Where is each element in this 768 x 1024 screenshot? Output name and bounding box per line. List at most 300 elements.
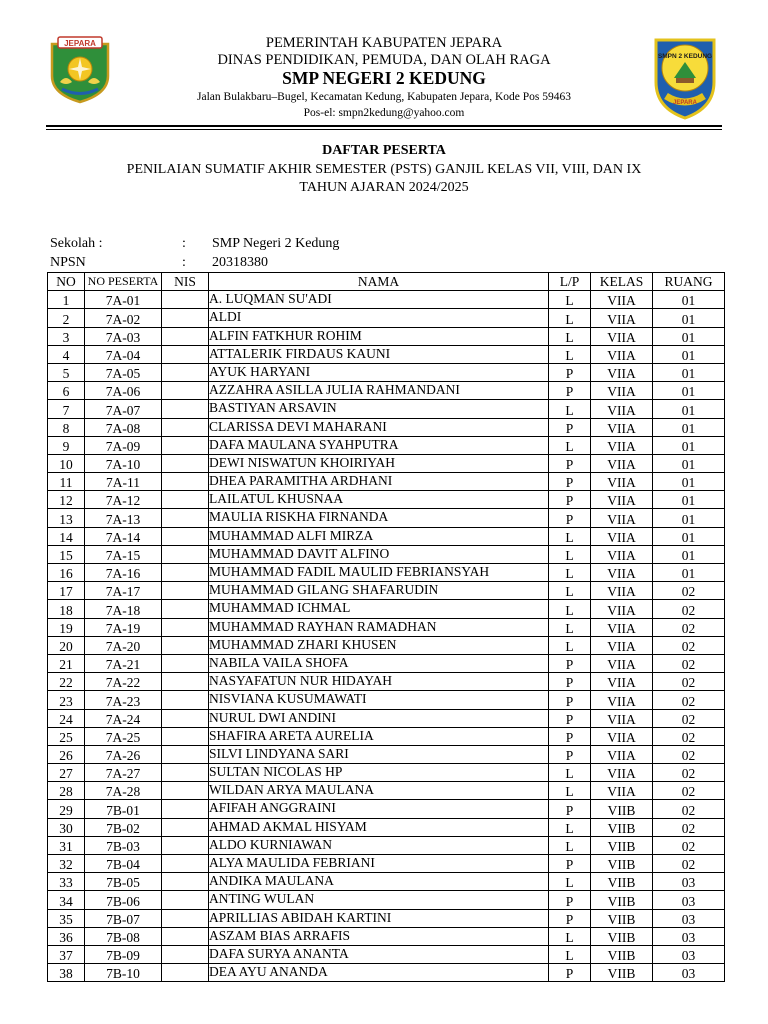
cell-nis	[162, 582, 209, 600]
participant-table	[47, 272, 725, 982]
cell-participant-number: 7A-19	[85, 618, 162, 636]
cell-class: VIIA	[591, 291, 653, 309]
cell-nis	[162, 636, 209, 654]
cell-name: WILDAN ARYA MAULANA	[209, 782, 549, 800]
cell-participant-number: 7A-12	[85, 491, 162, 509]
cell-class: VIIB	[591, 909, 653, 927]
cell-participant-number: 7A-18	[85, 600, 162, 618]
school-colon: :	[182, 236, 186, 251]
table-row	[48, 818, 725, 836]
cell-participant-number: 7A-03	[85, 327, 162, 345]
cell-gender: P	[549, 709, 591, 727]
cell-class: VIIA	[591, 509, 653, 527]
cell-room: 02	[653, 855, 725, 873]
cell-participant-number: 7A-04	[85, 345, 162, 363]
cell-name: SULTAN NICOLAS HP	[209, 764, 549, 782]
academic-year: TAHUN AJARAN 2024/2025	[299, 180, 469, 195]
cell-room: 01	[653, 345, 725, 363]
cell-nis	[162, 309, 209, 327]
cell-class: VIIB	[591, 873, 653, 891]
cell-name: DHEA PARAMITHA ARDHANI	[209, 473, 549, 491]
cell-class: VIIA	[591, 709, 653, 727]
cell-nis	[162, 600, 209, 618]
cell-no: 6	[48, 382, 85, 400]
cell-no: 31	[48, 836, 85, 854]
cell-class: VIIA	[591, 636, 653, 654]
cell-class: VIIA	[591, 600, 653, 618]
cell-nis	[162, 909, 209, 927]
cell-nis	[162, 545, 209, 563]
table-row	[48, 509, 725, 527]
cell-participant-number: 7A-21	[85, 654, 162, 672]
cell-name: AYUK HARYANI	[209, 363, 549, 381]
cell-no: 4	[48, 345, 85, 363]
cell-name: AFIFAH ANGGRAINI	[209, 800, 549, 818]
cell-name: ALYA MAULIDA FEBRIANI	[209, 855, 549, 873]
column-header-name: NAMA	[209, 273, 549, 291]
cell-no: 15	[48, 545, 85, 563]
cell-participant-number: 7B-01	[85, 800, 162, 818]
cell-room: 03	[653, 927, 725, 945]
cell-name: ALDO KURNIAWAN	[209, 836, 549, 854]
cell-class: VIIB	[591, 836, 653, 854]
table-row	[48, 582, 725, 600]
cell-participant-number: 7B-06	[85, 891, 162, 909]
cell-no: 1	[48, 291, 85, 309]
table-body	[48, 291, 725, 982]
cell-room: 02	[653, 727, 725, 745]
cell-name: NURUL DWI ANDINI	[209, 709, 549, 727]
table-row	[48, 764, 725, 782]
cell-name: MUHAMMAD ALFI MIRZA	[209, 527, 549, 545]
cell-participant-number: 7B-10	[85, 964, 162, 982]
cell-room: 01	[653, 545, 725, 563]
school-logo-city: JEPARA	[673, 100, 697, 106]
cell-nis	[162, 363, 209, 381]
column-header-participant-number: NO PESERTA	[85, 273, 162, 291]
cell-no: 25	[48, 727, 85, 745]
cell-gender: L	[549, 345, 591, 363]
cell-no: 33	[48, 873, 85, 891]
header-government-line: PEMERINTAH KABUPATEN JEPARA	[265, 35, 503, 51]
header-divider-thin	[46, 129, 722, 130]
jepara-regency-logo-icon	[46, 34, 114, 104]
cell-name: A. LUQMAN SU'ADI	[209, 291, 549, 309]
cell-class: VIIA	[591, 309, 653, 327]
cell-participant-number: 7A-28	[85, 782, 162, 800]
cell-class: VIIA	[591, 654, 653, 672]
cell-nis	[162, 382, 209, 400]
cell-nis	[162, 873, 209, 891]
cell-room: 03	[653, 945, 725, 963]
cell-gender: P	[549, 473, 591, 491]
cell-no: 9	[48, 436, 85, 454]
cell-room: 02	[653, 709, 725, 727]
table-row	[48, 418, 725, 436]
cell-participant-number: 7A-15	[85, 545, 162, 563]
cell-no: 11	[48, 473, 85, 491]
cell-gender: P	[549, 691, 591, 709]
cell-class: VIIA	[591, 473, 653, 491]
header-divider-thick	[46, 125, 722, 127]
header-school-name: SMP NEGERI 2 KEDUNG	[282, 68, 486, 88]
cell-class: VIIA	[591, 727, 653, 745]
cell-room: 01	[653, 436, 725, 454]
cell-no: 12	[48, 491, 85, 509]
cell-room: 02	[653, 745, 725, 763]
cell-name: CLARISSA DEVI MAHARANI	[209, 418, 549, 436]
cell-class: VIIA	[591, 691, 653, 709]
cell-participant-number: 7A-26	[85, 745, 162, 763]
cell-gender: L	[549, 764, 591, 782]
table-row	[48, 491, 725, 509]
cell-gender: L	[549, 782, 591, 800]
cell-no: 8	[48, 418, 85, 436]
cell-participant-number: 7A-09	[85, 436, 162, 454]
cell-room: 02	[653, 673, 725, 691]
cell-class: VIIA	[591, 345, 653, 363]
cell-class: VIIA	[591, 564, 653, 582]
table-row	[48, 891, 725, 909]
cell-nis	[162, 745, 209, 763]
cell-nis	[162, 473, 209, 491]
cell-room: 01	[653, 363, 725, 381]
cell-gender: L	[549, 545, 591, 563]
cell-participant-number: 7A-23	[85, 691, 162, 709]
cell-gender: L	[549, 636, 591, 654]
cell-room: 02	[653, 618, 725, 636]
cell-room: 01	[653, 400, 725, 418]
cell-gender: P	[549, 382, 591, 400]
column-header-gender: L/P	[549, 273, 591, 291]
cell-name: NASYAFATUN NUR HIDAYAH	[209, 673, 549, 691]
cell-no: 7	[48, 400, 85, 418]
table-row	[48, 836, 725, 854]
cell-name: ALDI	[209, 309, 549, 327]
cell-gender: L	[549, 564, 591, 582]
cell-participant-number: 7B-07	[85, 909, 162, 927]
table-row	[48, 436, 725, 454]
cell-gender: P	[549, 727, 591, 745]
cell-class: VIIB	[591, 855, 653, 873]
cell-gender: L	[549, 582, 591, 600]
cell-participant-number: 7A-20	[85, 636, 162, 654]
cell-name: ANTING WULAN	[209, 891, 549, 909]
cell-room: 02	[653, 836, 725, 854]
cell-name: MUHAMMAD ICHMAL	[209, 600, 549, 618]
npsn-value: 20318380	[212, 255, 268, 270]
cell-class: VIIA	[591, 764, 653, 782]
cell-nis	[162, 400, 209, 418]
cell-room: 01	[653, 309, 725, 327]
cell-nis	[162, 945, 209, 963]
cell-no: 18	[48, 600, 85, 618]
cell-name: MUHAMMAD GILANG SHAFARUDIN	[209, 582, 549, 600]
cell-name: NABILA VAILA SHOFA	[209, 654, 549, 672]
table-row	[48, 564, 725, 582]
npsn-colon: :	[182, 255, 186, 270]
cell-room: 02	[653, 600, 725, 618]
cell-nis	[162, 454, 209, 472]
cell-participant-number: 7A-16	[85, 564, 162, 582]
cell-class: VIIB	[591, 964, 653, 982]
table-row	[48, 727, 725, 745]
table-row	[48, 800, 725, 818]
cell-gender: L	[549, 400, 591, 418]
school-logo-label: SMPN 2 KEDUNG	[657, 53, 713, 60]
cell-gender: L	[549, 600, 591, 618]
cell-nis	[162, 618, 209, 636]
cell-room: 02	[653, 654, 725, 672]
cell-nis	[162, 527, 209, 545]
cell-participant-number: 7B-02	[85, 818, 162, 836]
cell-class: VIIA	[591, 400, 653, 418]
jepara-logo-label: JEPARA	[64, 39, 96, 48]
column-header-class: KELAS	[591, 273, 653, 291]
cell-class: VIIA	[591, 454, 653, 472]
cell-no: 27	[48, 764, 85, 782]
table-row	[48, 527, 725, 545]
cell-gender: P	[549, 454, 591, 472]
cell-room: 01	[653, 418, 725, 436]
cell-nis	[162, 491, 209, 509]
cell-room: 02	[653, 782, 725, 800]
cell-participant-number: 7A-08	[85, 418, 162, 436]
cell-no: 3	[48, 327, 85, 345]
cell-class: VIIB	[591, 818, 653, 836]
cell-class: VIIA	[591, 745, 653, 763]
cell-participant-number: 7B-03	[85, 836, 162, 854]
cell-class: VIIB	[591, 800, 653, 818]
cell-no: 14	[48, 527, 85, 545]
cell-room: 02	[653, 764, 725, 782]
document-title: DAFTAR PESERTA	[322, 143, 446, 158]
cell-no: 13	[48, 509, 85, 527]
cell-gender: P	[549, 654, 591, 672]
cell-no: 38	[48, 964, 85, 982]
cell-participant-number: 7A-14	[85, 527, 162, 545]
cell-nis	[162, 836, 209, 854]
table-row	[48, 909, 725, 927]
cell-room: 01	[653, 473, 725, 491]
cell-gender: P	[549, 418, 591, 436]
header-department-line: DINAS PENDIDIKAN, PEMUDA, DAN OLAH RAGA	[217, 52, 551, 68]
cell-gender: P	[549, 491, 591, 509]
cell-no: 36	[48, 927, 85, 945]
cell-class: VIIA	[591, 673, 653, 691]
cell-room: 02	[653, 582, 725, 600]
cell-name: ANDIKA MAULANA	[209, 873, 549, 891]
cell-name: DAFA MAULANA SYAHPUTRA	[209, 436, 549, 454]
cell-name: ALFIN FATKHUR ROHIM	[209, 327, 549, 345]
cell-nis	[162, 891, 209, 909]
cell-no: 19	[48, 618, 85, 636]
cell-no: 28	[48, 782, 85, 800]
school-logo-icon	[652, 34, 718, 120]
cell-name: MUHAMMAD DAVIT ALFINO	[209, 545, 549, 563]
cell-class: VIIA	[591, 436, 653, 454]
cell-nis	[162, 855, 209, 873]
table-row	[48, 327, 725, 345]
cell-nis	[162, 673, 209, 691]
cell-room: 01	[653, 327, 725, 345]
cell-name: DEA AYU ANANDA	[209, 964, 549, 982]
table-row	[48, 745, 725, 763]
table-row	[48, 363, 725, 381]
cell-nis	[162, 709, 209, 727]
cell-class: VIIA	[591, 582, 653, 600]
table-row	[48, 927, 725, 945]
cell-nis	[162, 345, 209, 363]
cell-name: SHAFIRA ARETA AURELIA	[209, 727, 549, 745]
cell-name: SILVI LINDYANA SARI	[209, 745, 549, 763]
cell-nis	[162, 964, 209, 982]
table-row	[48, 691, 725, 709]
cell-name: ASZAM BIAS ARRAFIS	[209, 927, 549, 945]
cell-gender: L	[549, 618, 591, 636]
cell-name: DEWI NISWATUN KHOIRIYAH	[209, 454, 549, 472]
cell-room: 03	[653, 873, 725, 891]
cell-participant-number: 7A-10	[85, 454, 162, 472]
cell-participant-number: 7B-08	[85, 927, 162, 945]
cell-name: DAFA SURYA ANANTA	[209, 945, 549, 963]
cell-name: NISVIANA KUSUMAWATI	[209, 691, 549, 709]
cell-gender: L	[549, 291, 591, 309]
school-value: SMP Negeri 2 Kedung	[212, 236, 340, 251]
cell-gender: P	[549, 673, 591, 691]
header-email: Pos-el: smpn2kedung@yahoo.com	[303, 107, 465, 119]
cell-no: 16	[48, 564, 85, 582]
cell-gender: P	[549, 363, 591, 381]
cell-gender: P	[549, 964, 591, 982]
cell-nis	[162, 927, 209, 945]
column-header-room: RUANG	[653, 273, 725, 291]
cell-participant-number: 7A-02	[85, 309, 162, 327]
cell-gender: L	[549, 327, 591, 345]
table-row	[48, 945, 725, 963]
cell-class: VIIB	[591, 891, 653, 909]
table-row	[48, 855, 725, 873]
cell-room: 01	[653, 564, 725, 582]
cell-gender: L	[549, 818, 591, 836]
cell-participant-number: 7A-17	[85, 582, 162, 600]
cell-room: 02	[653, 800, 725, 818]
table-row	[48, 636, 725, 654]
cell-gender: L	[549, 309, 591, 327]
cell-class: VIIA	[591, 382, 653, 400]
cell-name: MUHAMMAD RAYHAN RAMADHAN	[209, 618, 549, 636]
cell-room: 02	[653, 636, 725, 654]
table-row	[48, 382, 725, 400]
cell-participant-number: 7A-27	[85, 764, 162, 782]
cell-class: VIIB	[591, 927, 653, 945]
cell-participant-number: 7B-09	[85, 945, 162, 963]
cell-room: 03	[653, 909, 725, 927]
cell-no: 35	[48, 909, 85, 927]
table-row	[48, 964, 725, 982]
table-row	[48, 782, 725, 800]
cell-gender: L	[549, 527, 591, 545]
cell-participant-number: 7A-13	[85, 509, 162, 527]
cell-name: LAILATUL KHUSNAA	[209, 491, 549, 509]
cell-room: 01	[653, 382, 725, 400]
cell-room: 02	[653, 818, 725, 836]
cell-gender: P	[549, 891, 591, 909]
cell-no: 37	[48, 945, 85, 963]
cell-nis	[162, 654, 209, 672]
cell-room: 01	[653, 491, 725, 509]
cell-no: 21	[48, 654, 85, 672]
cell-class: VIIB	[591, 945, 653, 963]
cell-name: MUHAMMAD FADIL MAULID FEBRIANSYAH	[209, 564, 549, 582]
cell-name: MUHAMMAD ZHARI KHUSEN	[209, 636, 549, 654]
cell-gender: P	[549, 509, 591, 527]
cell-class: VIIA	[591, 327, 653, 345]
cell-nis	[162, 764, 209, 782]
cell-class: VIIA	[591, 782, 653, 800]
cell-room: 02	[653, 691, 725, 709]
cell-participant-number: 7A-01	[85, 291, 162, 309]
cell-no: 5	[48, 363, 85, 381]
cell-no: 10	[48, 454, 85, 472]
cell-no: 17	[48, 582, 85, 600]
cell-nis	[162, 691, 209, 709]
column-header-nis: NIS	[162, 273, 209, 291]
cell-name: AZZAHRA ASILLA JULIA RAHMANDANI	[209, 382, 549, 400]
cell-gender: L	[549, 945, 591, 963]
cell-room: 01	[653, 291, 725, 309]
cell-participant-number: 7B-04	[85, 855, 162, 873]
cell-gender: P	[549, 800, 591, 818]
table-row	[48, 709, 725, 727]
table-row	[48, 291, 725, 309]
cell-participant-number: 7A-06	[85, 382, 162, 400]
cell-participant-number: 7A-25	[85, 727, 162, 745]
cell-gender: L	[549, 873, 591, 891]
cell-no: 20	[48, 636, 85, 654]
cell-name: BASTIYAN ARSAVIN	[209, 400, 549, 418]
cell-class: VIIA	[591, 363, 653, 381]
header-address: Jalan Bulakbaru–Bugel, Kecamatan Kedung, Kabupaten Jepara, Kode Pos 59463	[197, 91, 571, 103]
cell-participant-number: 7A-05	[85, 363, 162, 381]
table-row	[48, 345, 725, 363]
cell-no: 24	[48, 709, 85, 727]
cell-nis	[162, 800, 209, 818]
npsn-label: NPSN	[50, 255, 86, 270]
cell-nis	[162, 327, 209, 345]
cell-no: 32	[48, 855, 85, 873]
table-row	[48, 873, 725, 891]
cell-class: VIIA	[591, 618, 653, 636]
cell-room: 03	[653, 964, 725, 982]
cell-name: MAULIA RISKHA FIRNANDA	[209, 509, 549, 527]
table-row	[48, 400, 725, 418]
cell-participant-number: 7A-07	[85, 400, 162, 418]
cell-gender: L	[549, 436, 591, 454]
cell-name: APRILLIAS ABIDAH KARTINI	[209, 909, 549, 927]
cell-room: 03	[653, 891, 725, 909]
cell-no: 22	[48, 673, 85, 691]
cell-no: 23	[48, 691, 85, 709]
cell-participant-number: 7A-11	[85, 473, 162, 491]
cell-room: 01	[653, 509, 725, 527]
table-row	[48, 545, 725, 563]
cell-class: VIIA	[591, 527, 653, 545]
cell-nis	[162, 291, 209, 309]
cell-no: 2	[48, 309, 85, 327]
table-header-row	[48, 273, 725, 291]
cell-no: 30	[48, 818, 85, 836]
